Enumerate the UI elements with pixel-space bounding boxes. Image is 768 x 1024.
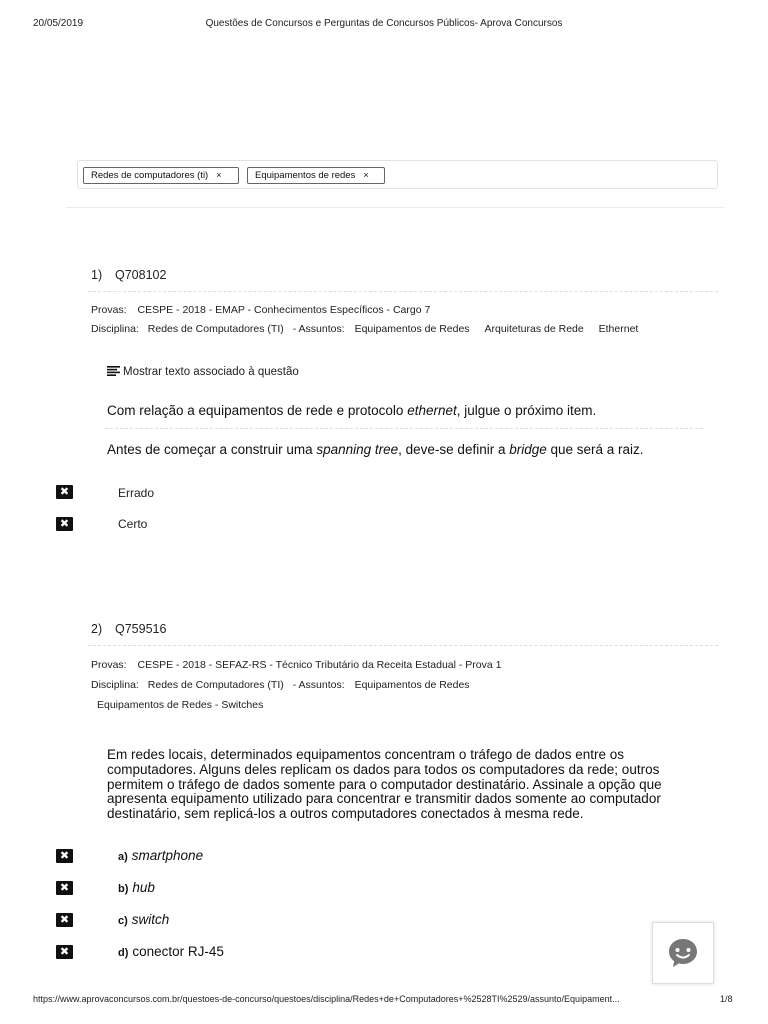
intro-text: Com relação a equipamentos de rede e protocolo: [107, 403, 408, 418]
wrong-mark-icon: ✖: [56, 849, 73, 863]
disciplina-link[interactable]: Redes de Computadores (TI): [147, 323, 284, 335]
divider: [88, 291, 718, 292]
option-text: smartphone: [131, 848, 204, 863]
question-code[interactable]: Q759516: [115, 622, 167, 636]
disciplina-label: Disciplina:: [91, 679, 139, 691]
remove-filter-icon[interactable]: ×: [363, 170, 369, 180]
divider: [88, 645, 718, 646]
statement-text: , deve-se definir a: [398, 442, 510, 457]
assunto-link[interactable]: Equipamentos de Redes: [354, 679, 470, 691]
option-d[interactable]: [118, 944, 224, 959]
wrong-mark-icon: ✖: [56, 517, 73, 531]
wrong-mark-icon: ✖: [56, 881, 73, 895]
assuntos-label: - Assuntos:: [292, 323, 345, 335]
option-b[interactable]: [118, 880, 155, 895]
remove-filter-icon[interactable]: ×: [216, 170, 222, 180]
question-text-line: permitem o tráfego de dados somente para o computador destinatário. Assinale a opção que: [107, 776, 662, 792]
question-code[interactable]: Q708102: [115, 268, 167, 282]
option-text: switch: [131, 912, 170, 927]
divider: [105, 428, 703, 429]
assunto-link[interactable]: Arquiteturas de Rede: [484, 323, 584, 335]
chat-bubble-icon: [666, 936, 700, 970]
intro-text: , julgue o próximo item.: [456, 403, 597, 418]
question-2-disciplina: [91, 679, 470, 691]
chat-widget-button[interactable]: [652, 922, 714, 984]
question-text-line: computadores. Alguns deles replicam os dados para todos os computadores da rede; outros: [107, 761, 660, 777]
assunto-link[interactable]: Ethernet: [598, 323, 639, 335]
option-a[interactable]: [118, 848, 203, 863]
option-text: hub: [132, 880, 155, 895]
filter-chip-redes-de-computadores[interactable]: [83, 167, 239, 184]
question-text-line: apresenta equipamento utilizado para concentrar e transmitir dados somente ao computador: [107, 791, 661, 807]
show-associated-text-label: Mostrar texto associado à questão: [123, 366, 299, 378]
statement-text: Antes de começar a construir uma: [107, 442, 317, 457]
disciplina-label: Disciplina:: [91, 323, 139, 335]
question-1-provas: [91, 304, 430, 316]
provas-label: Provas:: [91, 659, 127, 671]
question-text-line: destinatário, sem replicá-los a outros computadores conectados à mesma rede.: [107, 806, 584, 822]
provas-link[interactable]: CESPE - 2018 - SEFAZ-RS - Técnico Tributário da Receita Estadual - Prova 1: [137, 659, 502, 671]
question-number: 2): [91, 622, 103, 636]
assunto-link[interactable]: Equipamentos de Redes - Switches: [97, 699, 264, 711]
filter-bar: [77, 160, 718, 189]
option-c[interactable]: [118, 912, 169, 927]
question-number: 1): [91, 268, 103, 282]
divider: [66, 207, 724, 208]
question-1-disciplina: [91, 323, 638, 335]
option-letter: a): [118, 851, 128, 863]
print-url: https://www.aprovaconcursos.com.br/questoes-de-concurso/questoes/disciplina/Redes+de+Computadores+%2528TI%2529/assunto/Equipament...: [33, 994, 620, 1004]
question-1-statement: [107, 442, 644, 457]
question-text-line: Em redes locais, determinados equipamentos concentram o tráfego de dados entre os: [107, 747, 625, 762]
statement-italic: bridge: [509, 442, 547, 457]
wrong-mark-icon: ✖: [56, 945, 73, 959]
provas-link[interactable]: CESPE - 2018 - EMAP - Conhecimentos Específicos - Cargo 7: [137, 304, 431, 316]
show-associated-text-link[interactable]: [107, 366, 299, 378]
text-lines-icon: [107, 366, 120, 376]
statement-italic: spanning tree: [316, 442, 399, 457]
option-text: conector RJ-45: [132, 944, 224, 959]
question-2-provas: [91, 659, 502, 671]
print-date: 20/05/2019: [33, 18, 84, 29]
statement-text: que será a raiz.: [546, 442, 644, 457]
assunto-link[interactable]: Equipamentos de Redes: [354, 323, 470, 335]
question-2-text: [107, 748, 707, 822]
option-certo[interactable]: Certo: [118, 517, 148, 531]
intro-italic: ethernet: [407, 403, 457, 418]
filter-chip-label: Redes de computadores (ti): [91, 170, 209, 181]
question-1-intro: [107, 403, 596, 418]
print-page-number: 1/8: [720, 994, 733, 1004]
option-letter: c): [118, 915, 128, 927]
disciplina-link[interactable]: Redes de Computadores (TI): [147, 679, 284, 691]
wrong-mark-icon: ✖: [56, 913, 73, 927]
option-errado[interactable]: Errado: [118, 486, 155, 500]
filter-chip-label: Equipamentos de redes: [255, 170, 356, 181]
question-2-title: [91, 622, 166, 636]
option-letter: b): [118, 883, 129, 895]
question-1-title: [91, 268, 166, 282]
filter-chip-equipamentos-de-redes[interactable]: [247, 167, 385, 184]
print-page-title: Questões de Concursos e Perguntas de Concursos Públicos- Aprova Concursos: [205, 18, 563, 29]
assuntos-label: - Assuntos:: [292, 679, 345, 691]
wrong-mark-icon: ✖: [56, 485, 73, 499]
option-letter: d): [118, 947, 129, 959]
provas-label: Provas:: [91, 304, 127, 316]
